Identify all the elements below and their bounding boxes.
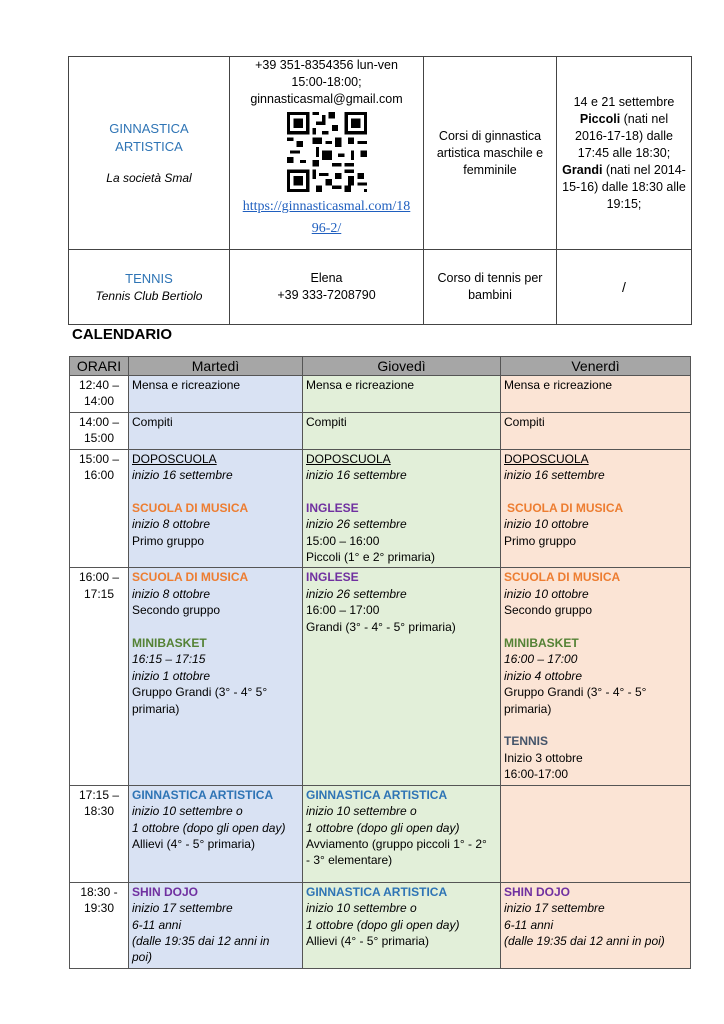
giovedi-cell: GINNASTICA ARTISTICA inizio 10 settembre o 1 ottobre (dopo gli open day) Avviamento (gruppo piccoli 1° - 2° - 3° elementare) [303, 785, 501, 882]
ginnastica-contact-cell [230, 57, 424, 250]
tennis-dates-cell: / [557, 250, 692, 325]
calendar-title: CALENDARIO [72, 326, 172, 343]
venerdi-cell: DOPOSCUOLA inizio 16 settembre SCUOLA DI MUSICA inizio 10 ottobre Primo gruppo [501, 449, 691, 568]
ginnastica-website-link[interactable]: https://ginnasticasmal.com/18 96-2/ [242, 199, 411, 236]
activity-title: DOPOSCUOLA [504, 451, 589, 466]
ginnastica-society: La società Smal [106, 170, 192, 185]
tennis-contact-cell: Elena +39 333-7208790 [230, 250, 424, 325]
activity-title: SCUOLA DI MUSICA [132, 570, 249, 585]
header-venerdi: Venerdì [501, 357, 691, 376]
ginnastica-name: GINNASTICA ARTISTICA [109, 120, 189, 154]
activity-title: TENNIS [504, 734, 549, 749]
ginnastica-email: ginnasticasmal@gmail.com [250, 92, 403, 106]
header-orari: ORARI [70, 357, 129, 376]
activity-title: SCUOLA DI MUSICA [132, 500, 249, 515]
time-cell: 18:30 - 19:30 [70, 882, 129, 968]
giovedi-cell: INGLESE inizio 26 settembre 16:00 – 17:00 Grandi (3° - 4° - 5° primaria) [303, 568, 501, 785]
martedi-cell: GINNASTICA ARTISTICA inizio 10 settembre o 1 ottobre (dopo gli open day) Allievi (4° - 5° primaria) [129, 785, 303, 882]
martedi-cell: SHIN DOJO inizio 17 settembre 6-11 anni (dalle 19:35 dai 12 anni in poi) [129, 882, 303, 968]
time-cell: 16:00 – 17:15 [70, 568, 129, 785]
giovedi-cell: Compiti [303, 412, 501, 449]
venerdi-cell: SHIN DOJO inizio 17 settembre 6-11 anni (dalle 19:35 dai 12 anni in poi) [501, 882, 691, 968]
activity-title: SCUOLA DI MUSICA [507, 500, 624, 515]
venerdi-cell: Compiti [501, 412, 691, 449]
tennis-row [69, 250, 692, 325]
activity-title: MINIBASKET [132, 636, 207, 651]
activity-title: SCUOLA DI MUSICA [504, 570, 621, 585]
ginnastica-dates-cell: 14 e 21 settembre Piccoli (nati nel 2016-17-18) dalle 17:45 alle 18:30; Grandi (nati nel 2014- 15-16) dalle 18:30 alle 19:15; [557, 57, 692, 250]
time-cell: 14:00 – 15:00 [70, 412, 129, 449]
tennis-club: Tennis Club Bertiolo [95, 288, 203, 303]
qr-code-icon[interactable] [287, 112, 367, 192]
ginnastica-row [69, 57, 692, 250]
ginnastica-name-cell [69, 57, 230, 250]
time-cell: 15:00 – 16:00 [70, 449, 129, 568]
table-row [70, 376, 691, 413]
venerdi-cell: SCUOLA DI MUSICA inizio 10 ottobre Secondo gruppo MINIBASKET 16:00 – 17:00 inizio 4 ottobre Gruppo Grandi (3° - 4° - 5° primaria) TENNIS Inizio 3 ottobre 16:00-17:00 [501, 568, 691, 785]
activity-title: GINNASTICA ARTISTICA [132, 787, 274, 802]
tennis-name-cell [69, 250, 230, 325]
ginnastica-course-cell: Corsi di ginnastica artistica maschile e femminile [424, 57, 557, 250]
tennis-name: TENNIS [125, 270, 173, 286]
calendar-header-row [70, 357, 691, 376]
tennis-course-cell: Corso di tennis per bambini [424, 250, 557, 325]
table-row [70, 882, 691, 968]
venerdi-cell: Mensa e ricreazione [501, 376, 691, 413]
activity-title: GINNASTICA ARTISTICA [306, 884, 448, 899]
activity-title: SHIN DOJO [132, 884, 199, 899]
martedi-cell: Mensa e ricreazione [129, 376, 303, 413]
giovedi-cell: GINNASTICA ARTISTICA inizio 10 settembre o 1 ottobre (dopo gli open day) Allievi (4° - 5° primaria) [303, 882, 501, 968]
martedi-cell: DOPOSCUOLA inizio 16 settembre SCUOLA DI MUSICA inizio 8 ottobre Primo gruppo [129, 449, 303, 568]
activities-info-table [68, 56, 692, 325]
activity-title: SHIN DOJO [504, 884, 571, 899]
time-cell: 12:40 – 14:00 [70, 376, 129, 413]
ginnastica-phone: +39 351-8354356 lun-ven 15:00-18:00; [255, 58, 398, 89]
activity-title: INGLESE [306, 570, 359, 585]
table-row [70, 449, 691, 568]
martedi-cell: Compiti [129, 412, 303, 449]
calendar-table [69, 356, 691, 969]
giovedi-cell: DOPOSCUOLA inizio 16 settembre INGLESE inizio 26 settembre 15:00 – 16:00 Piccoli (1° e 2° primaria) [303, 449, 501, 568]
activity-title: INGLESE [306, 500, 359, 515]
activity-title: MINIBASKET [504, 636, 579, 651]
time-cell: 17:15 – 18:30 [70, 785, 129, 882]
activity-title: DOPOSCUOLA [306, 451, 391, 466]
header-martedi: Martedì [129, 357, 303, 376]
table-row [70, 568, 691, 785]
venerdi-cell [501, 785, 691, 882]
activity-title: GINNASTICA ARTISTICA [306, 787, 448, 802]
activity-title: DOPOSCUOLA [132, 451, 217, 466]
header-giovedi: Giovedì [303, 357, 501, 376]
table-row [70, 412, 691, 449]
giovedi-cell: Mensa e ricreazione [303, 376, 501, 413]
martedi-cell: SCUOLA DI MUSICA inizio 8 ottobre Secondo gruppo MINIBASKET 16:15 – 17:15 inizio 1 ottobre Gruppo Grandi (3° - 4° 5° primaria) [129, 568, 303, 785]
table-row [70, 785, 691, 882]
